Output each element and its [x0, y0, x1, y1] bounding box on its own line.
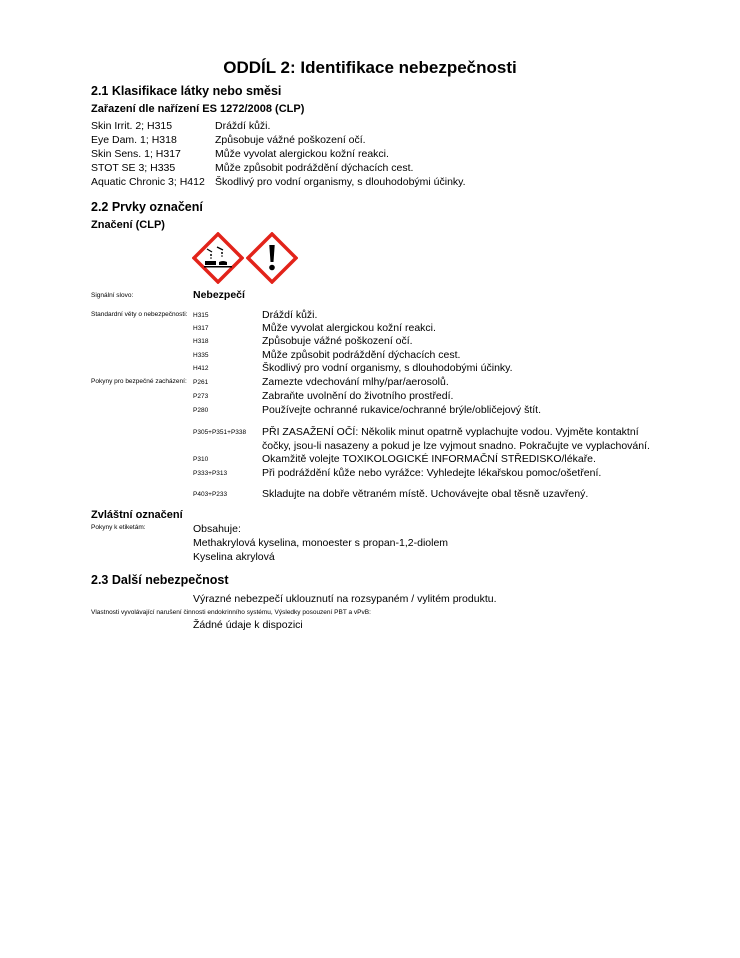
hazard-text: Škodlivý pro vodní organismy, s dlouhodobými účinky.: [262, 362, 513, 374]
classification-text: Může vyvolat alergickou kožní reakci.: [215, 148, 389, 160]
hazard-code: H317: [193, 325, 209, 332]
classification-row: [91, 148, 389, 160]
classification-code: Skin Irrit. 2; H315: [91, 120, 173, 132]
hazard-code: H335: [193, 352, 209, 359]
precaution-text: Skladujte na dobře větraném místě. Uchovávejte obal těsně uzavřený.: [262, 488, 589, 500]
corrosion-pictogram-icon: [192, 232, 244, 289]
other-hazards-text: Výrazné nebezpečí uklouznutí na rozsypaném / vylitém produktu.: [193, 593, 497, 605]
precaution-code: P333+P313: [193, 470, 228, 477]
classification-text: Způsobuje vážné poškození očí.: [215, 134, 366, 146]
exclamation-mark-pictogram-icon: [246, 232, 298, 289]
contains-label: Obsahuje:: [193, 523, 241, 535]
precaution-text: Při podráždění kůže nebo vyrážce: Vyhledejte lékařskou pomoc/ošetření.: [262, 467, 602, 479]
classification-text: Škodlivý pro vodní organismy, s dlouhodobými účinky.: [215, 176, 466, 188]
classification-row: [91, 162, 413, 174]
precaution-text-continued: čočky, jsou-li nasazeny a pokud je lze vyjmout snadno. Pokračujte ve vyplachování.: [262, 440, 650, 452]
hazard-code: H412: [193, 365, 209, 372]
signal-word-label: Signální slovo:: [91, 292, 134, 299]
precaution-text: Zabraňte uvolnění do životního prostředí.: [262, 390, 454, 402]
precaution-code: P261: [193, 379, 209, 386]
endocrine-pbt-label: Vlastnosti vyvolávající narušení činnosti endokrinního systému, Výsledky posouzení PBT a vPvB:: [91, 609, 371, 616]
classification-code: STOT SE 3; H335: [91, 162, 176, 174]
contains-item: Kyselina akrylová: [193, 551, 275, 563]
heading-2-2: 2.2 Prvky označení: [91, 200, 203, 214]
hazard-statements-label: Standardní věty o nebezpečnosti:: [91, 311, 188, 318]
hazard-text: Dráždí kůži.: [262, 309, 318, 321]
hazard-code: H315: [193, 312, 209, 319]
precaution-code: P310: [193, 456, 209, 463]
precaution-text: Okamžitě volejte TOXIKOLOGICKÉ INFORMAČNÍ STŘEDISKO/lékaře.: [262, 453, 596, 465]
classification-row: [91, 176, 466, 188]
classification-row: [91, 120, 270, 132]
precaution-text: PŘI ZASAŽENÍ OČÍ: Několik minut opatrně vyplachujte vodou. Vyjměte kontaktní: [262, 426, 639, 438]
hazard-text: Může způsobit podráždění dýchacích cest.: [262, 349, 461, 361]
special-labelling-heading: Zvláštní označení: [91, 509, 183, 521]
precautionary-statements-label: Pokyny pro bezpečné zacházení:: [91, 378, 187, 385]
classification-code: Eye Dam. 1; H318: [91, 134, 177, 146]
heading-2-1: 2.1 Klasifikace látky nebo směsi: [91, 84, 282, 98]
precaution-code: P273: [193, 393, 209, 400]
precaution-code: P280: [193, 407, 209, 414]
classification-code: Aquatic Chronic 3; H412: [91, 176, 205, 188]
heading-2-3: 2.3 Další nebezpečnost: [91, 573, 229, 587]
hazard-text: Způsobuje vážné poškození očí.: [262, 335, 413, 347]
hazard-code: H318: [193, 338, 209, 345]
section-title: ODDÍL 2: Identifikace nebezpečnosti: [223, 58, 517, 77]
classification-text: Dráždí kůži.: [215, 120, 271, 132]
endocrine-pbt-value: Žádné údaje k dispozici: [193, 619, 303, 631]
classification-code: Skin Sens. 1; H317: [91, 148, 181, 160]
subheading-clp-labelling: Značení (CLP): [91, 219, 165, 231]
classification-row: [91, 134, 366, 146]
precaution-text: Používejte ochranné rukavice/ochranné brýle/obličejový štít.: [262, 404, 541, 416]
classification-text: Může způsobit podráždění dýchacích cest.: [215, 162, 414, 174]
precaution-code: P305+P351+P338: [193, 429, 247, 436]
hazard-text: Může vyvolat alergickou kožní reakci.: [262, 322, 436, 334]
label-instructions-label: Pokyny k etiketám:: [91, 524, 146, 531]
precaution-code: P403+P233: [193, 491, 228, 498]
signal-word: Nebezpečí: [193, 289, 245, 301]
contains-item: Methakrylová kyselina, monoester s propan-1,2-diolem: [193, 537, 449, 549]
subheading-clp-classification: Zařazení dle nařízení ES 1272/2008 (CLP): [91, 103, 305, 115]
precaution-text: Zamezte vdechování mlhy/par/aerosolů.: [262, 376, 449, 388]
